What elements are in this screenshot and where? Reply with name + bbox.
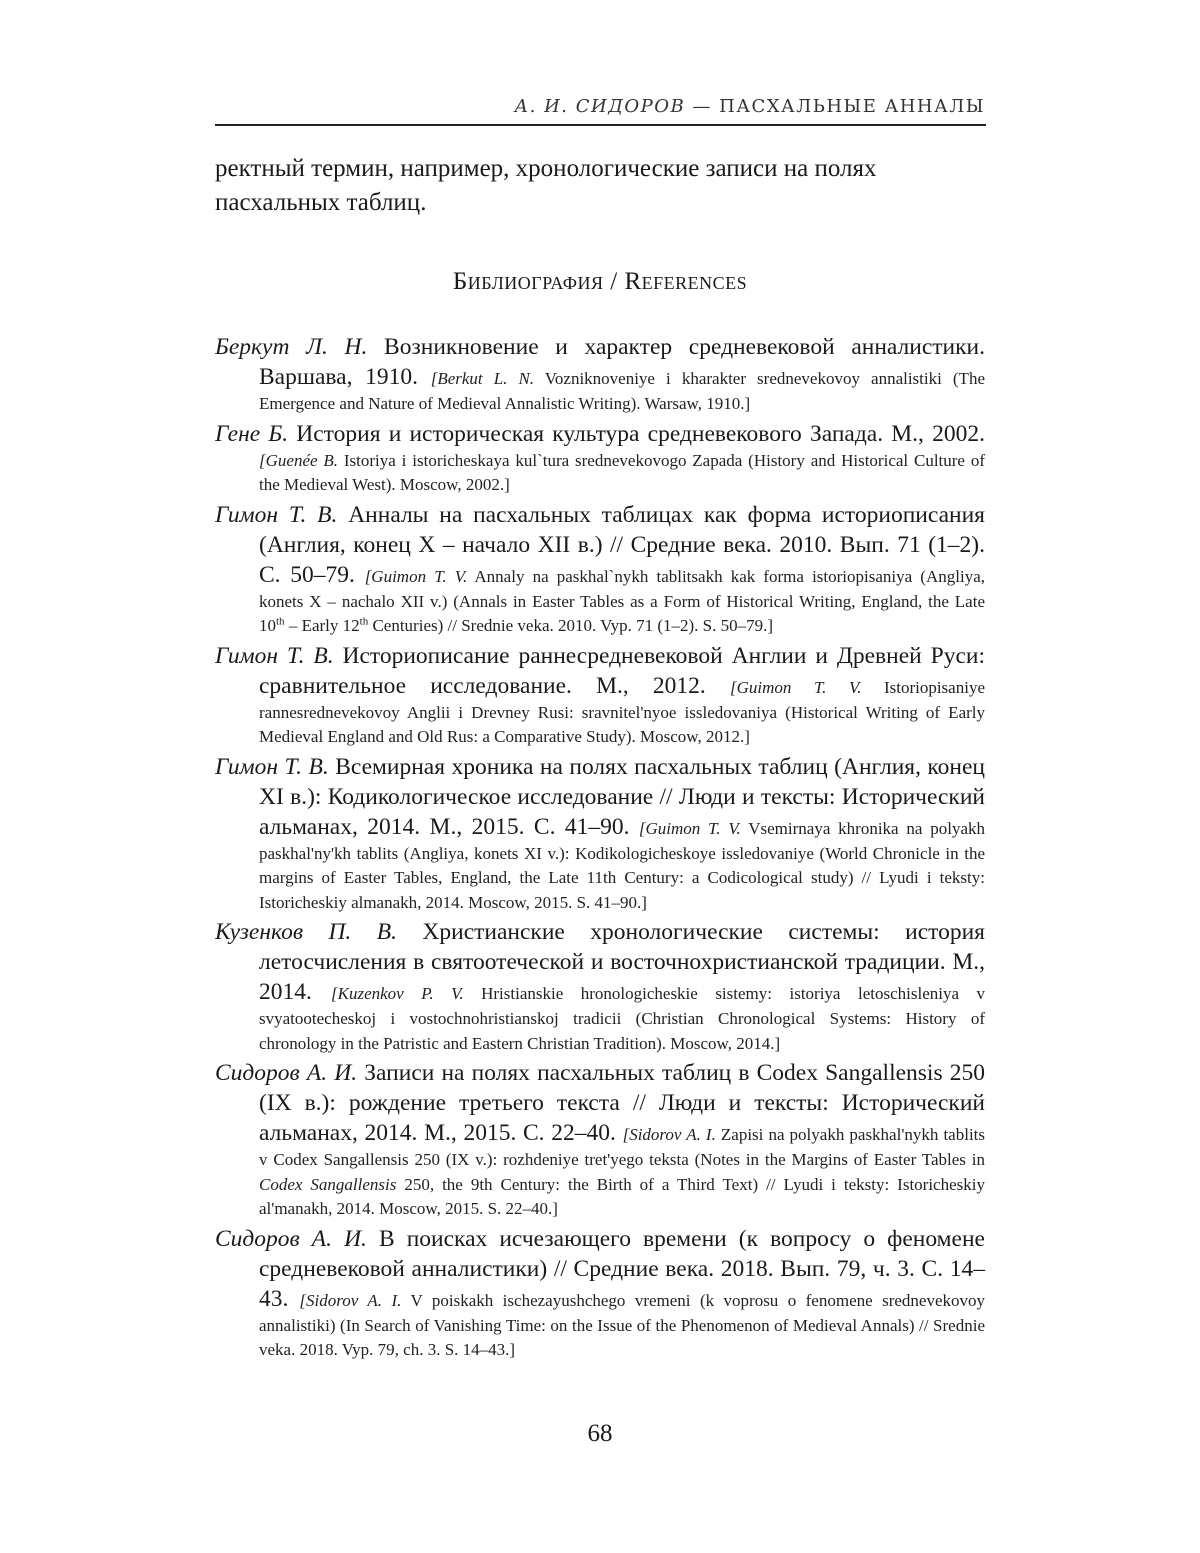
reference-author: Сидоров А. И. — [215, 1225, 367, 1252]
reference-text: История и историческая культура средневекового Запада. М., 2002. — [288, 420, 985, 447]
reference-translit-author: [Guenée B. — [259, 450, 339, 470]
reference-translit-author: [Sidorov A. I. — [622, 1125, 716, 1144]
reference-author: Гимон Т. В. — [215, 753, 329, 780]
reference-italic-title: Codex Sangallensis — [259, 1174, 397, 1194]
reference-author: Гимон Т. В. — [215, 501, 338, 528]
section-title: Библиография / References — [452, 268, 748, 295]
header-rule — [215, 124, 986, 126]
reference-translit-text: Istoriya i istoricheskaya kul`tura srednevekovogo Zapada (History and Historical Culture of the Medieval West). Moscow, 2002.] — [259, 450, 985, 494]
reference-translit-author: [Berkut L. N. — [430, 369, 535, 388]
reference-text: Всемирная хроника на полях пасхальных таблиц (Англия, конец XI в.): Кодикологическое исследование // Люди и тексты: Исторический альманах, 2014. М., 2015. С. 41–90. — [259, 753, 985, 840]
page-number: 68 — [587, 1420, 613, 1447]
reference-text: Возникновение и характер средневековой анналистики. Варшава, 1910. — [259, 334, 985, 390]
reference-item — [215, 917, 985, 1056]
reference-translit-text: – Early 12 — [284, 616, 360, 635]
reference-text: Христианские хронологические системы: история летосчисления в святоотеческой и восточнохристианской традиции. М., 2014. — [259, 919, 985, 1005]
reference-translit-author: [Guimon T. V. — [729, 677, 862, 697]
reference-translit-text: V poiskakh ischezayushchego vremeni (k voprosu o fenomene srednevekovoy annalistiki) (In Search of Vanishing Time: on the Issue of the Phenomenon of Medieval Annals) // Srednie veka. 2018. Vyp. 79, ch. 3. S. 14–43.] — [259, 1290, 986, 1359]
reference-author: Кузенков П. В. — [215, 919, 397, 945]
reference-item — [215, 332, 985, 417]
reference-translit-text: Vozniknoveniye i kharakter srednevekovoy annalistiki (The Emergence and Nature of Medieval Annalistic Writing). Warsaw, 1910.] — [259, 369, 985, 413]
reference-translit-author: [Sidorov A. I. — [299, 1290, 402, 1310]
running-head-title: ПАСХАЛЬНЫЕ АННАЛЫ — [719, 96, 985, 117]
reference-text: Анналы на пасхальных таблицах как форма историописания (Англия, конец X – начало XII в.) // Средние века. 2010. Вып. 71 (1–2). С. 50–79. — [259, 501, 985, 588]
running-head — [215, 96, 985, 117]
reference-list — [215, 332, 985, 1365]
intro-paragraph: ректный термин, например, хронологические записи на полях пасхальных таблиц. — [215, 155, 877, 216]
reference-item — [215, 752, 985, 916]
reference-item — [215, 419, 985, 498]
reference-translit-text: Istoriopisaniye rannesrednevekovoy Anglii i Drevney Rusi: sravnitel'nyoe issledovaniya (Historical Writing of Early Medieval England and Old Rus: a Comparative Study). Moscow, 2012.] — [259, 677, 985, 746]
reference-author: Гимон Т. В. — [215, 642, 334, 669]
reference-author: Беркут Л. Н. — [215, 334, 368, 360]
reference-text: Записи на полях пасхальных таблиц в Codex Sangallensis 250 (IX в.): рождение третьего текста // Люди и тексты: Исторический альманах, 2014. М., 2015. С. 22–40. — [259, 1060, 985, 1146]
reference-translit-author: [Kuzenkov P. V. — [331, 984, 464, 1003]
reference-item — [215, 500, 985, 639]
reference-author: Гене Б. — [215, 420, 289, 447]
reference-item — [215, 1058, 985, 1222]
reference-translit-author: [Guimon T. V. — [638, 818, 741, 838]
reference-translit-text: Annaly na paskhal`nykh tablitsakh kak forma istoriopisaniya (Angliya, konets X – nachalo XII v.) (Annals in Easter Tables as a Form of Historical Writing, England, the Late 10 — [259, 566, 985, 635]
reference-text: Историописание раннесредневековой Англии и Древней Руси: сравнительное исследование. М., 2012. — [259, 642, 985, 699]
reference-author: Сидоров А. И. — [215, 1060, 358, 1086]
reference-translit-author: [Guimon T. V. — [364, 566, 468, 586]
reference-translit-text: Hristianskie hronologicheskie sistemy: istoriya letoschisleniya v svyatootecheskoj i vostochnohristianskoj tradicii (Christian Chronological Systems: History of chronology in the Patristic and Eastern Christian Tradition). Moscow, 2014.] — [259, 984, 985, 1053]
superscript: th — [359, 615, 369, 628]
reference-item — [215, 641, 985, 750]
reference-translit-text: Vsemirnaya khronika na polyakh paskhal'ny'kh tablits (Angliya, konets XI v.): Kodikologicheskoye issledovaniye (World Chronicle in the margins of Easter Tables, England, the Late 11th Century: a Codicological study) // Lyudi i teksty: Istoricheskiy almanakh, 2014. Moscow, 2015. S. 41–90.] — [259, 818, 985, 912]
reference-translit-text: 250, the 9th Century: the Birth of a Third Text) // Lyudi i teksty: Istoricheskiy al'manakh, 2014. Moscow, 2015. S. 22–40.] — [259, 1174, 985, 1218]
reference-text: В поисках исчезающего времени (к вопросу о феномене средневековой анналистики) // Средние века. 2018. Вып. 79, ч. 3. С. 14–43. — [259, 1225, 985, 1312]
reference-translit-text: Centuries) // Srednie veka. 2010. Vyp. 71 (1–2). S. 50–79.] — [368, 616, 774, 635]
reference-item — [215, 1224, 985, 1363]
reference-translit-text: Zapisi na polyakh paskhal'nykh tablits v Codex Sangallensis 250 (IX v.): rozhdeniye tret'yego teksta (Notes in the Margins of Easter Tables in — [259, 1125, 986, 1169]
running-head-author: А. И. СИДОРОВ — [514, 96, 686, 117]
running-head-separator: — — [685, 96, 720, 117]
superscript: th — [276, 615, 285, 628]
